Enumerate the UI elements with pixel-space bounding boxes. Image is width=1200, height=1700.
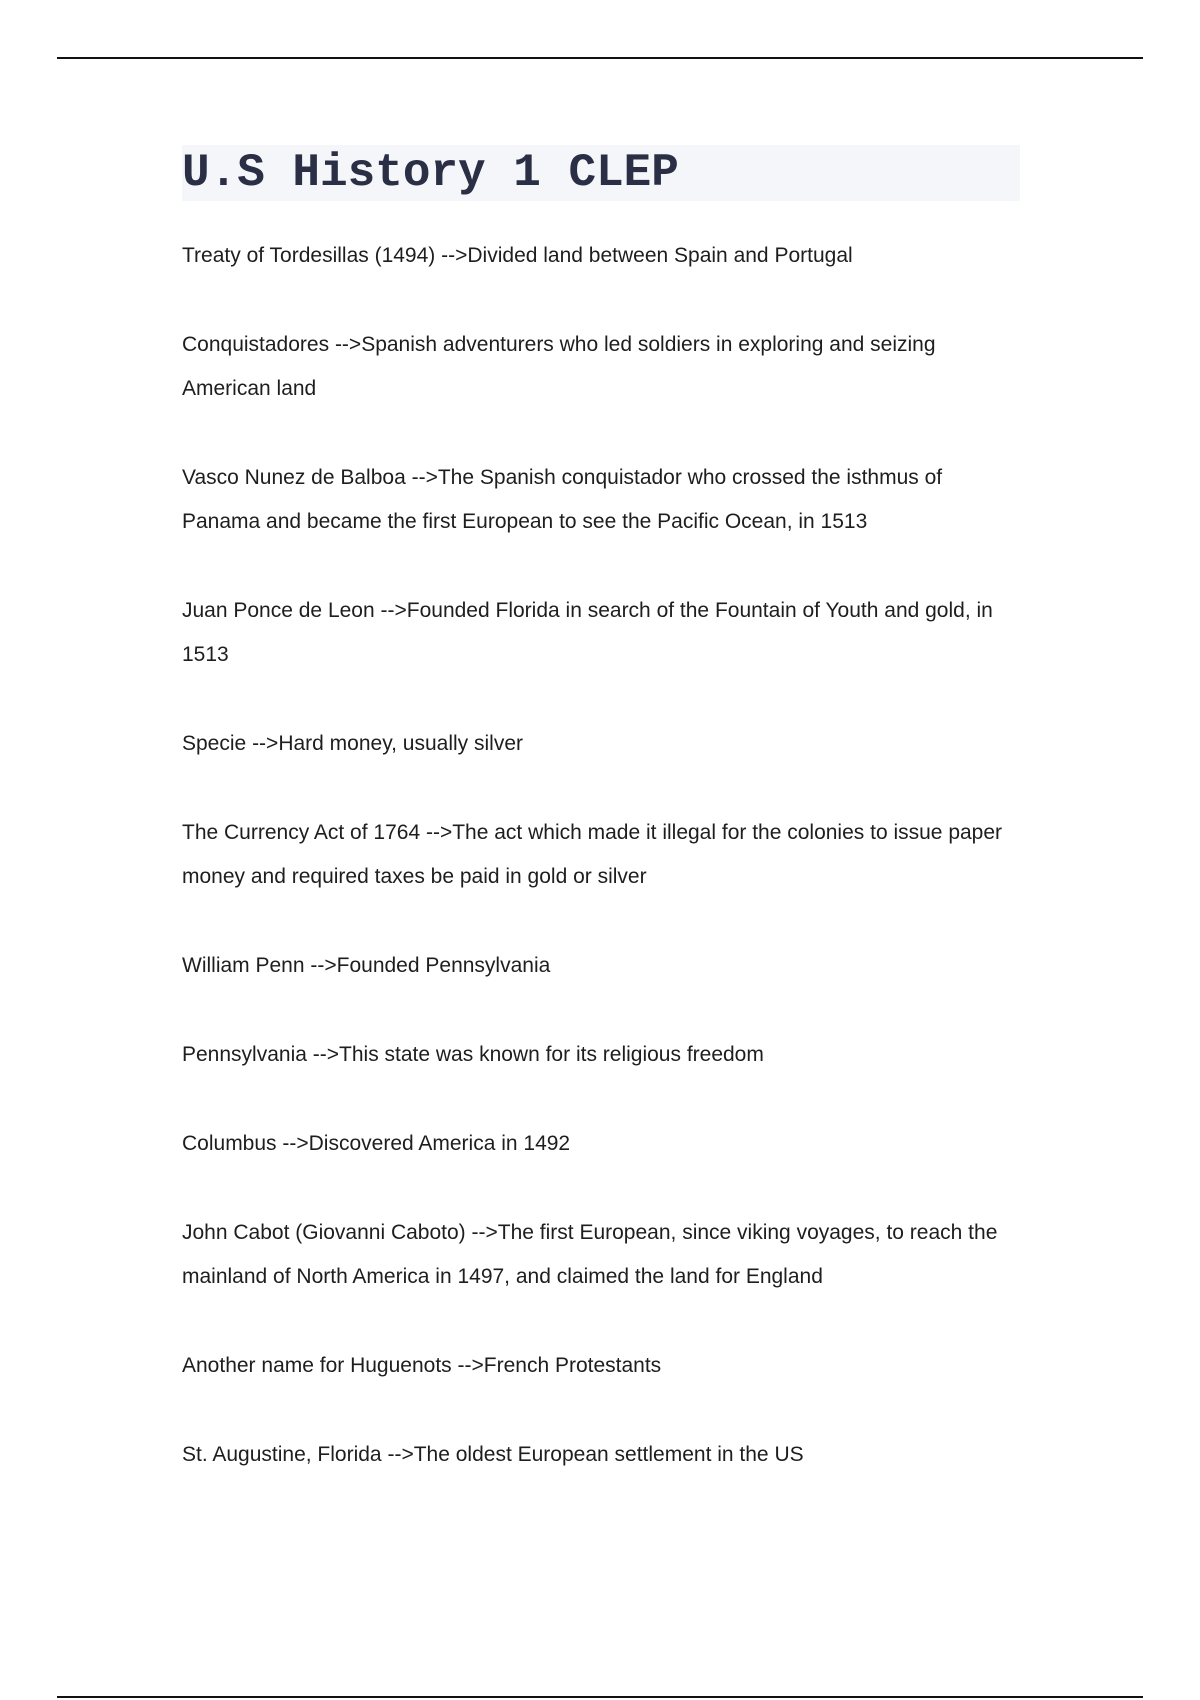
flashcard-term: St. Augustine, Florida <box>182 1443 382 1466</box>
flashcard-definition: Founded Pennsylvania <box>336 954 551 977</box>
flashcard-term: William Penn <box>182 954 305 977</box>
flashcard-term: John Cabot (Giovanni Caboto) <box>182 1221 466 1244</box>
flashcard-separator: --> <box>310 954 337 977</box>
flashcard-definition: This state was known for its religious freedom <box>339 1043 764 1066</box>
flashcard-term: Treaty of Tordesillas (1494) <box>182 244 436 267</box>
bottom-rule <box>57 1696 1143 1698</box>
flashcard-term: Conquistadores <box>182 333 330 356</box>
flashcard-entry <box>182 456 1020 544</box>
flashcard-separator: --> <box>411 466 438 489</box>
flashcard-separator: --> <box>441 244 468 267</box>
flashcard-separator: --> <box>252 732 279 755</box>
document-body <box>182 145 1020 1522</box>
flashcard-separator: --> <box>380 599 407 622</box>
flashcard-separator: --> <box>471 1221 498 1244</box>
flashcard-term: The Currency Act of 1764 <box>182 821 421 844</box>
flashcard-term: Columbus <box>182 1132 277 1155</box>
flashcard-definition: Founded Florida in search of the Fountain of Youth and gold, in 1513 <box>182 599 993 666</box>
flashcard-entry <box>182 234 1020 278</box>
flashcard-entry <box>182 1033 1020 1077</box>
flashcard-definition: Spanish adventurers who led soldiers in exploring and seizing American land <box>182 333 936 400</box>
flashcard-entry <box>182 944 1020 988</box>
flashcard-definition: Divided land between Spain and Portugal <box>467 244 853 267</box>
flashcard-entry <box>182 811 1020 899</box>
flashcard-definition: French Protestants <box>483 1354 662 1377</box>
flashcard-separator: --> <box>334 333 362 356</box>
flashcard-term: Juan Ponce de Leon <box>182 599 375 622</box>
flashcard-term: Specie <box>182 732 247 755</box>
flashcard-definition: The oldest European settlement in the US <box>413 1443 804 1466</box>
flashcard-definition: Discovered America in 1492 <box>308 1132 571 1155</box>
flashcard-entry <box>182 589 1020 677</box>
page-title: U.S History 1 CLEP <box>182 147 679 199</box>
flashcard-entry <box>182 1122 1020 1166</box>
flashcard-list <box>182 234 1020 1477</box>
flashcard-definition: The first European, since viking voyages, to reach the mainland of North America in 1497, and claimed the land for England <box>182 1221 998 1288</box>
flashcard-term: Another name for Huguenots <box>182 1354 452 1377</box>
flashcard-entry <box>182 1433 1020 1477</box>
top-rule <box>57 57 1143 59</box>
flashcard-separator: --> <box>387 1443 414 1466</box>
flashcard-definition: The Spanish conquistador who crossed the isthmus of Panama and became the first European to see the Pacific Ocean, in 1513 <box>182 466 943 533</box>
flashcard-definition: Hard money, usually silver <box>278 732 524 755</box>
flashcard-entry <box>182 1211 1020 1299</box>
flashcard-separator: --> <box>312 1043 340 1066</box>
flashcard-term: Vasco Nunez de Balboa <box>182 466 406 489</box>
flashcard-term: Pennsylvania <box>182 1043 307 1066</box>
title-band <box>182 145 1020 201</box>
flashcard-separator: --> <box>425 821 453 844</box>
flashcard-entry <box>182 323 1020 411</box>
flashcard-separator: --> <box>282 1132 309 1155</box>
flashcard-entry <box>182 1344 1020 1388</box>
flashcard-entry <box>182 722 1020 766</box>
flashcard-definition: The act which made it illegal for the colonies to issue paper money and required taxes be paid in gold or silver <box>182 821 1003 888</box>
flashcard-separator: --> <box>457 1354 484 1377</box>
